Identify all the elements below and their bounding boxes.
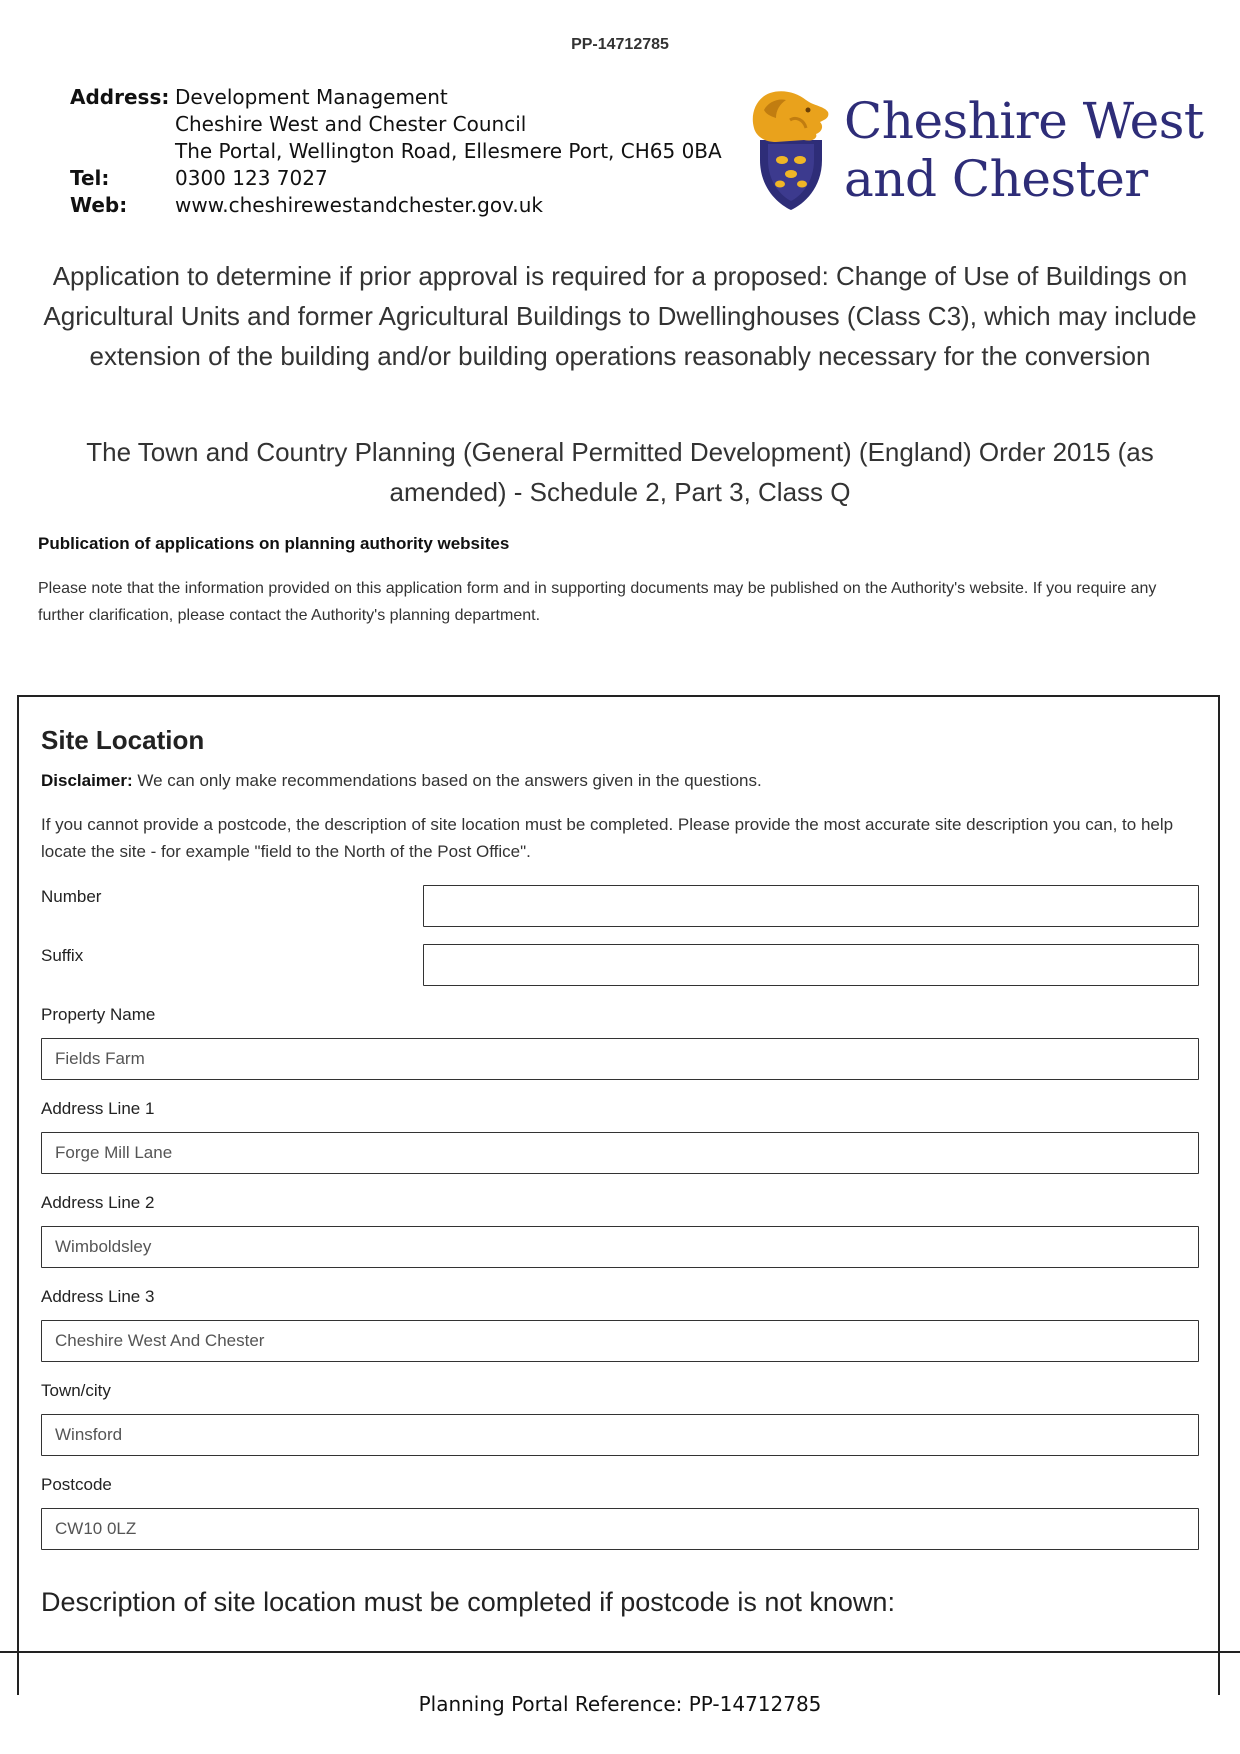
address-line-1-label: Address Line 1 [41,1099,155,1118]
application-title: Application to determine if prior approval is required for a proposed: Change of Use of Buildings on Agricultural Units and former Agricultural Buildings to Dwellinghouses (Class C3), which may include extension of the building and/or building operations reasonably necessary for the conversion [43,261,1197,371]
postcode-label: Postcode [41,1475,112,1494]
footer-reference: Planning Portal Reference: PP-14712785 [418,1692,822,1716]
council-address-block [70,84,722,219]
disclaimer-label: Disclaimer: [41,771,133,790]
town-city-label: Town/city [41,1381,111,1400]
address-line-3: The Portal, Wellington Road, Ellesmere Port, CH65 0BA [175,139,722,163]
postcode-note: If you cannot provide a postcode, the description of site location must be completed. Please provide the most accurate site description you can, to help locate the site - for example "field to the North of the Post Office". [41,815,1174,861]
address-line-2-input[interactable] [41,1226,1199,1268]
site-location-section [17,695,1220,1695]
address-line-1: Development Management [175,85,448,109]
footer-divider [0,1651,1240,1653]
web-label: Web: [70,193,128,217]
publication-text: Please note that the information provided on this application form and in supporting documents may be published on the Authority's website. If you require any further clarification, please contact the Authority's planning department. [38,580,1157,624]
disclaimer [41,771,762,791]
council-logo [746,90,1204,220]
address-line-3-label: Address Line 3 [41,1287,155,1306]
property-name-input[interactable] [41,1038,1199,1080]
address-line-3-input[interactable] [41,1320,1199,1362]
town-city-input[interactable] [41,1414,1199,1456]
property-name-label: Property Name [41,1005,156,1024]
legislation-subtitle: The Town and Country Planning (General Permitted Development) (England) Order 2015 (as amended) - Schedule 2, Part 3, Class Q [86,437,1154,507]
tel-label: Tel: [70,166,110,190]
postcode-input[interactable] [41,1508,1199,1550]
tel-number: 0300 123 7027 [175,166,328,190]
lion-shield-icon [746,90,832,214]
address-line-2: Cheshire West and Chester Council [175,112,527,136]
disclaimer-text: We can only make recommendations based on the answers given in the questions. [132,771,762,790]
number-label: Number [41,887,102,906]
address-label: Address: [70,85,170,109]
logo-text-line-2: and Chester [844,150,1148,208]
address-line-2-label: Address Line 2 [41,1193,155,1212]
suffix-label: Suffix [41,946,84,965]
address-line-1-input[interactable] [41,1132,1199,1174]
number-input[interactable] [423,885,1199,927]
web-address: www.cheshirewestandchester.gov.uk [175,193,543,217]
description-heading: Description of site location must be completed if postcode is not known: [41,1587,895,1617]
publication-heading: Publication of applications on planning authority websites [38,534,510,553]
section-title: Site Location [41,725,205,755]
logo-text-line-1: Cheshire West [844,92,1204,150]
reference-number: PP-14712785 [571,36,669,53]
suffix-input[interactable] [423,944,1199,986]
